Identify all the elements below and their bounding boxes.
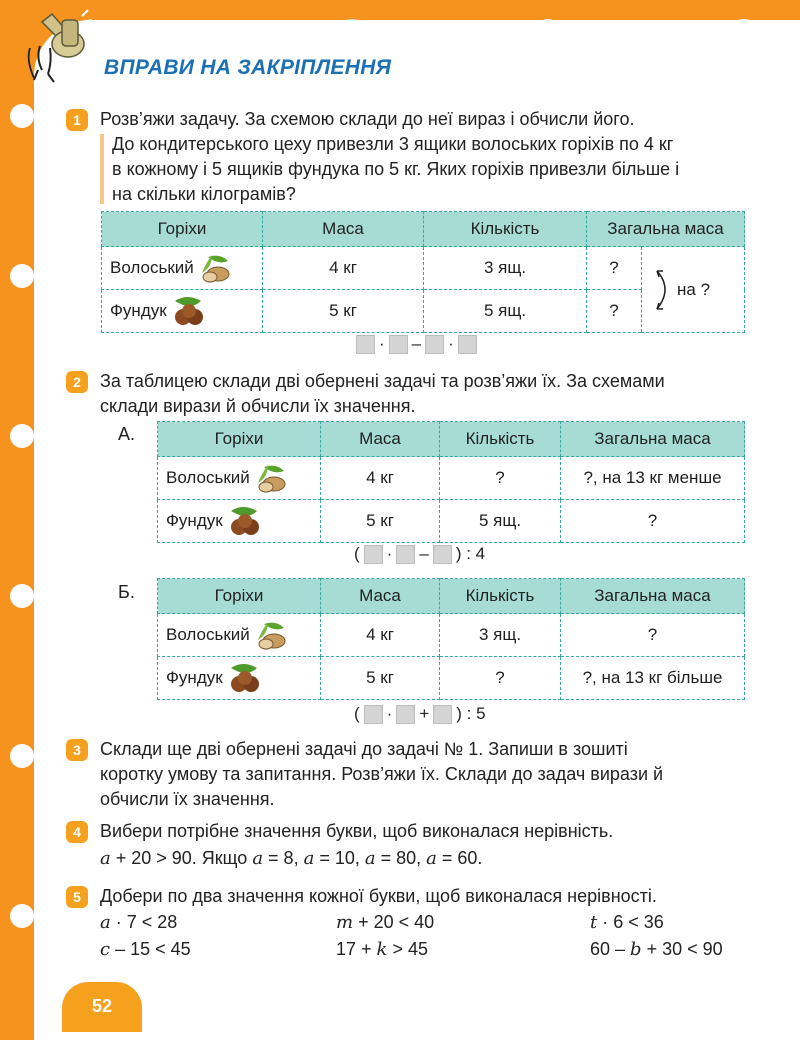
count-cell: 3 ящ. — [440, 614, 561, 657]
page-number: 52 — [62, 982, 142, 1032]
nut-name: Фундук — [110, 301, 167, 320]
task3-line: коротку умову та запитання. Розв’яжи їх. Склади до задач вирази й — [100, 764, 664, 784]
column-header: Маса — [321, 422, 440, 457]
blank-box[interactable] — [458, 335, 477, 354]
blank-box[interactable] — [425, 335, 444, 354]
section-title: ВПРАВИ НА ЗАКРІПЛЕННЯ — [104, 56, 392, 79]
binder-hole — [536, 19, 560, 43]
operator: + — [419, 704, 430, 723]
walnut-icon — [254, 620, 288, 650]
compare-cell — [642, 247, 745, 333]
binder-hole — [10, 744, 34, 768]
blank-box[interactable] — [396, 705, 415, 724]
total-cell: ?, на 13 кг більше — [561, 657, 745, 700]
blank-box[interactable] — [364, 545, 383, 564]
mass-cell: 4 кг — [263, 247, 424, 290]
mass-cell: 5 кг — [321, 500, 440, 543]
table-row — [158, 614, 745, 657]
task-number-badge: 3 — [66, 739, 88, 761]
binder-hole — [10, 104, 34, 128]
compare-arrow-icon — [651, 267, 675, 313]
nut-name: Фундук — [166, 511, 223, 530]
compare-label: на ? — [677, 279, 711, 299]
column-header: Маса — [263, 212, 424, 247]
paren-close-divisor: ) : 4 — [455, 544, 486, 563]
count-cell: ? — [440, 457, 561, 500]
walnut-icon — [254, 463, 288, 493]
task2-instruction-line: За таблицею склади дві обернені задачі та розв’яжи їх. За схемами — [100, 371, 665, 391]
mass-cell: 5 кг — [321, 657, 440, 700]
task1-story-line: До кондитерського цеху привезли 3 ящики волоських горіхів по 4 кг — [112, 134, 674, 154]
count-cell: 5 ящ. — [424, 290, 587, 333]
binder-hole — [10, 584, 34, 608]
blank-box[interactable] — [364, 705, 383, 724]
mascot-pushpin-icon — [12, 8, 102, 84]
task3-line: обчисли їх значення. — [100, 789, 275, 809]
operator: – — [419, 544, 429, 563]
total-cell: ? — [561, 614, 745, 657]
blank-box[interactable] — [433, 705, 452, 724]
task-number-badge: 1 — [66, 109, 88, 131]
table-row — [158, 500, 745, 543]
total-cell: ? — [561, 500, 745, 543]
task3-line: Склади ще дві обернені задачі до задачі № 1. Запиши в зошиті — [100, 739, 628, 759]
task2b-expression — [354, 704, 486, 724]
nut-name: Фундук — [166, 668, 223, 687]
blank-box[interactable] — [389, 335, 408, 354]
column-header: Загальна маса — [561, 579, 745, 614]
binder-hole — [340, 19, 364, 43]
task-number-badge: 5 — [66, 886, 88, 908]
nut-name: Волоський — [166, 625, 250, 644]
hazelnut-icon — [227, 505, 263, 537]
operator: · — [379, 334, 385, 353]
count-cell: ? — [440, 657, 561, 700]
hazelnut-icon — [171, 295, 207, 327]
walnut-icon — [198, 253, 232, 283]
column-header: Загальна маса — [587, 212, 745, 247]
binder-hole — [732, 19, 756, 43]
paren-close-divisor: ) : 5 — [456, 704, 486, 723]
paren-open: ( — [354, 544, 360, 563]
task2-instruction-line: склади вирази й обчисли їх значення. — [100, 396, 416, 416]
variant-label: А. — [118, 424, 136, 444]
task2b-table — [157, 578, 745, 700]
binder-hole — [10, 904, 34, 928]
mass-cell: 5 кг — [263, 290, 424, 333]
nut-name: Волоський — [110, 258, 194, 277]
task-number-badge: 2 — [66, 371, 88, 393]
inequality-item: t · 6 < 36 — [590, 912, 664, 933]
task1-story-line: в кожному і 5 ящиків фундука по 5 кг. Яких горіхів привезли більше і — [112, 159, 680, 179]
task4-instruction: Вибери потрібне значення букви, щоб виконалася нерівність. — [100, 821, 614, 841]
mass-cell: 4 кг — [321, 614, 440, 657]
nut-name: Волоський — [166, 468, 250, 487]
column-header: Маса — [321, 579, 440, 614]
blank-box[interactable] — [356, 335, 375, 354]
count-cell: 5 ящ. — [440, 500, 561, 543]
column-header: Кількість — [440, 579, 561, 614]
task2a-expression — [354, 544, 485, 564]
mass-cell: 4 кг — [321, 457, 440, 500]
inequality-item: 60 – b + 30 < 90 — [590, 939, 723, 960]
total-cell: ? — [587, 290, 642, 333]
inequality-item: 17 + k > 45 — [336, 939, 429, 960]
blank-box[interactable] — [396, 545, 415, 564]
operator: – — [411, 334, 422, 353]
task1-instruction: Розв’яжи задачу. За схемою склади до неї вираз і обчисли його. — [100, 109, 635, 129]
story-quote-bar — [100, 134, 104, 204]
table-row — [158, 657, 745, 700]
count-cell: 3 ящ. — [424, 247, 587, 290]
inequality-item: a · 7 < 28 — [100, 912, 178, 933]
total-cell: ? — [587, 247, 642, 290]
operator: · — [448, 334, 454, 353]
operator: · — [386, 704, 393, 723]
binder-hole — [10, 264, 34, 288]
column-header: Кількість — [440, 422, 561, 457]
task1-expression — [356, 334, 477, 354]
total-cell: ?, на 13 кг менше — [561, 457, 745, 500]
inequality-item: m + 20 < 40 — [336, 912, 435, 933]
paren-open: ( — [354, 704, 360, 723]
table-row — [158, 457, 745, 500]
task4-inequality: a + 20 > 90. Якщо a = 8, a = 10, a = 80, a = 60. — [100, 848, 483, 869]
column-header: Горіхи — [158, 579, 321, 614]
task1-table — [101, 211, 745, 333]
column-header: Загальна маса — [561, 422, 745, 457]
table-row — [102, 247, 745, 290]
task2a-table — [157, 421, 745, 543]
binder-hole — [10, 424, 34, 448]
task-number-badge: 4 — [66, 821, 88, 843]
column-header: Кількість — [424, 212, 587, 247]
hazelnut-icon — [227, 662, 263, 694]
blank-box[interactable] — [433, 545, 452, 564]
column-header: Горіхи — [102, 212, 263, 247]
task5-instruction: Добери по два значення кожної букви, щоб виконалася нерівності. — [100, 886, 657, 906]
operator: · — [386, 544, 393, 563]
column-header: Горіхи — [158, 422, 321, 457]
task1-story-line: на скільки кілограмів? — [112, 184, 296, 204]
variant-label: Б. — [118, 582, 135, 602]
inequality-item: c – 15 < 45 — [100, 939, 191, 960]
page-frame-left — [0, 0, 34, 1040]
